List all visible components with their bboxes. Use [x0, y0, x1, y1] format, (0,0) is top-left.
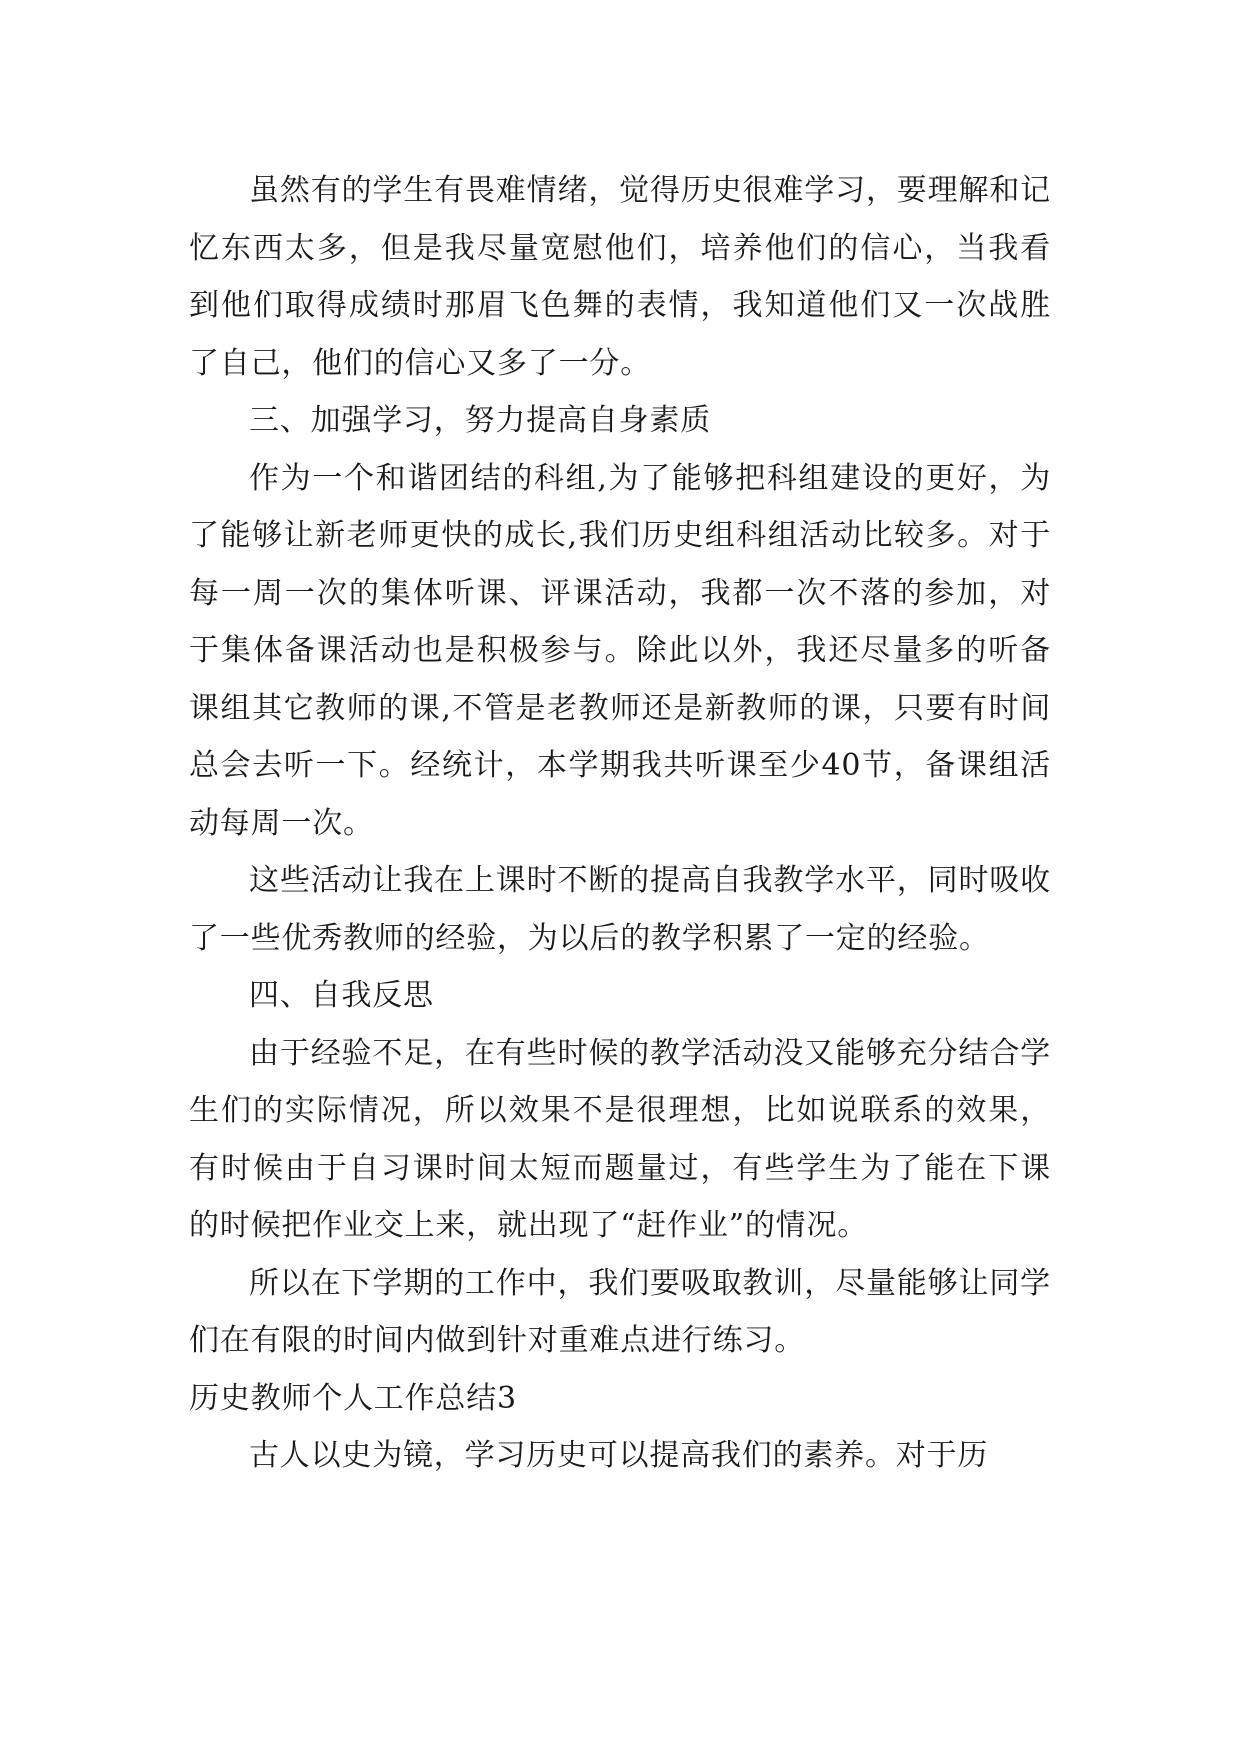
paragraph: 所以在下学期的工作中，我们要吸取教训，尽量能够让同学们在有限的时间内做到针对重难点进行练习。	[189, 1265, 1051, 1358]
paragraph: 由于经验不足，在有些时候的教学活动没又能够充分结合学生们的实际情况，所以效果不是很理想，比如说联系的效果，有时候由于自习课时间太短而题量过，有些学生为了能在下课的时候把作业交上来，就出现了“赶作业”的情况。	[189, 1035, 1051, 1243]
paragraph: 古人以史为镜，学习历史可以提高我们的素养。对于历	[249, 1438, 989, 1473]
document-body	[189, 162, 1051, 1485]
section-heading: 三、加强学习，努力提高自身素质	[249, 403, 711, 438]
paragraph: 虽然有的学生有畏难情绪，觉得历史很难学习，要理解和记忆东西太多，但是我尽量宽慰他们，培养他们的信心，当我看到他们取得成绩时那眉飞色舞的表情，我知道他们又一次战胜了自己，他们的信心又多了一分。	[189, 173, 1051, 381]
document-title: 历史教师个人工作总结3	[189, 1380, 517, 1416]
paragraph: 作为一个和谐团结的科组,为了能够把科组建设的更好，为了能够让新老师更快的成长,我们历史组科组活动比较多。对于每一周一次的集体听课、评课活动，我都一次不落的参加，对于集体备课活动也是积极参与。除此以外，我还尽量多的听备课组其它教师的课,不管是老教师还是新教师的课，只要有时间总会去听一下。经统计，本学期我共听课至少40节，备课组活动每周一次。	[189, 460, 1051, 841]
section-heading: 四、自我反思	[249, 978, 434, 1013]
paragraph: 这些活动让我在上课时不断的提高自我教学水平，同时吸收了一些优秀教师的经验，为以后的教学积累了一定的经验。	[189, 863, 1051, 956]
